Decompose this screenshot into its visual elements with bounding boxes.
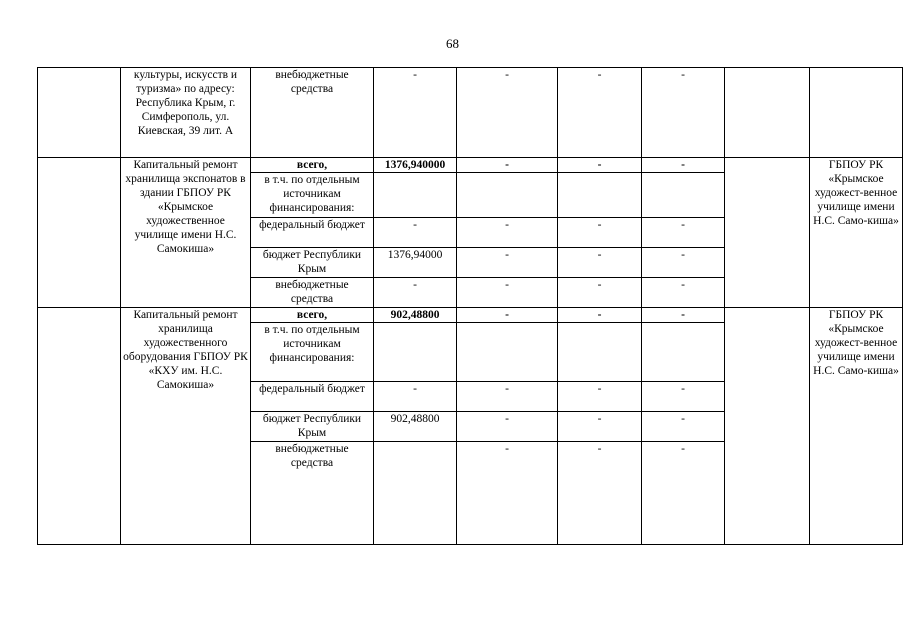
row-number-cell (38, 158, 121, 308)
value-cell: - (642, 68, 725, 158)
source-cell: внебюджетные средства (251, 442, 374, 545)
value-cell: - (558, 308, 642, 323)
source-cell: федеральный бюджет (251, 382, 374, 412)
value-cell: - (558, 278, 642, 308)
value-cell: - (558, 218, 642, 248)
value-cell (374, 323, 457, 382)
empty-cell (725, 308, 810, 545)
value-cell: - (642, 308, 725, 323)
table-row (38, 158, 903, 173)
value-cell: - (642, 158, 725, 173)
value-cell: - (457, 218, 558, 248)
financing-table (37, 67, 903, 545)
row-number-cell (38, 308, 121, 545)
value-cell: - (642, 412, 725, 442)
source-cell: всего, (251, 158, 374, 173)
value-cell: 1376,94000 (374, 248, 457, 278)
value-cell: - (374, 68, 457, 158)
value-cell: 1376,940000 (374, 158, 457, 173)
executor-cell: ГБПОУ РК «Крымское художест-венное училище имени Н.С. Само-киша» (810, 308, 903, 545)
value-cell: - (457, 412, 558, 442)
value-cell: 902,48800 (374, 412, 457, 442)
source-cell: бюджет Республики Крым (251, 412, 374, 442)
source-cell: внебюджетные средства (251, 278, 374, 308)
value-cell: - (374, 278, 457, 308)
value-cell: - (374, 218, 457, 248)
value-cell: - (457, 68, 558, 158)
table-row (38, 308, 903, 323)
value-cell (558, 323, 642, 382)
value-cell (374, 442, 457, 545)
object-cell: культуры, искусств и туризма» по адресу: Республика Крым, г. Симферополь, ул. Киевская, 39 лит. А (121, 68, 251, 158)
value-cell: - (642, 442, 725, 545)
object-cell: Капитальный ремонт хранилища художественного оборудования ГБПОУ РК «КХУ им. Н.С. Самокиша» (121, 308, 251, 545)
row-number-cell (38, 68, 121, 158)
value-cell: - (558, 158, 642, 173)
value-cell: 902,48800 (374, 308, 457, 323)
value-cell: - (558, 442, 642, 545)
source-cell: в т.ч. по отдельным источникам финансирования: (251, 173, 374, 218)
source-cell: бюджет Республики Крым (251, 248, 374, 278)
value-cell (457, 323, 558, 382)
source-cell: внебюджетные средства (251, 68, 374, 158)
page-number: 68 (446, 36, 459, 51)
value-cell: - (642, 248, 725, 278)
value-cell: - (457, 248, 558, 278)
executor-cell: ГБПОУ РК «Крымское художест-венное училище имени Н.С. Само-киша» (810, 158, 903, 308)
value-cell: - (457, 278, 558, 308)
value-cell: - (457, 382, 558, 412)
value-cell: - (558, 248, 642, 278)
empty-cell (725, 158, 810, 308)
value-cell (558, 173, 642, 218)
value-cell: - (457, 308, 558, 323)
value-cell: - (642, 382, 725, 412)
value-cell: - (558, 412, 642, 442)
object-cell: Капитальный ремонт хранилища экспонатов в здании ГБПОУ РК «Крымское художественное училище имени Н.С. Самокиша» (121, 158, 251, 308)
value-cell: - (558, 68, 642, 158)
value-cell (374, 173, 457, 218)
value-cell (642, 173, 725, 218)
table-row (38, 68, 903, 158)
empty-cell (725, 68, 810, 158)
executor-cell (810, 68, 903, 158)
value-cell: - (642, 218, 725, 248)
value-cell: - (558, 382, 642, 412)
source-cell: всего, (251, 308, 374, 323)
value-cell: - (642, 278, 725, 308)
source-cell: федеральный бюджет (251, 218, 374, 248)
value-cell: - (374, 382, 457, 412)
source-cell: в т.ч. по отдельным источникам финансирования: (251, 323, 374, 382)
value-cell (642, 323, 725, 382)
value-cell (457, 173, 558, 218)
value-cell: - (457, 158, 558, 173)
value-cell: - (457, 442, 558, 545)
